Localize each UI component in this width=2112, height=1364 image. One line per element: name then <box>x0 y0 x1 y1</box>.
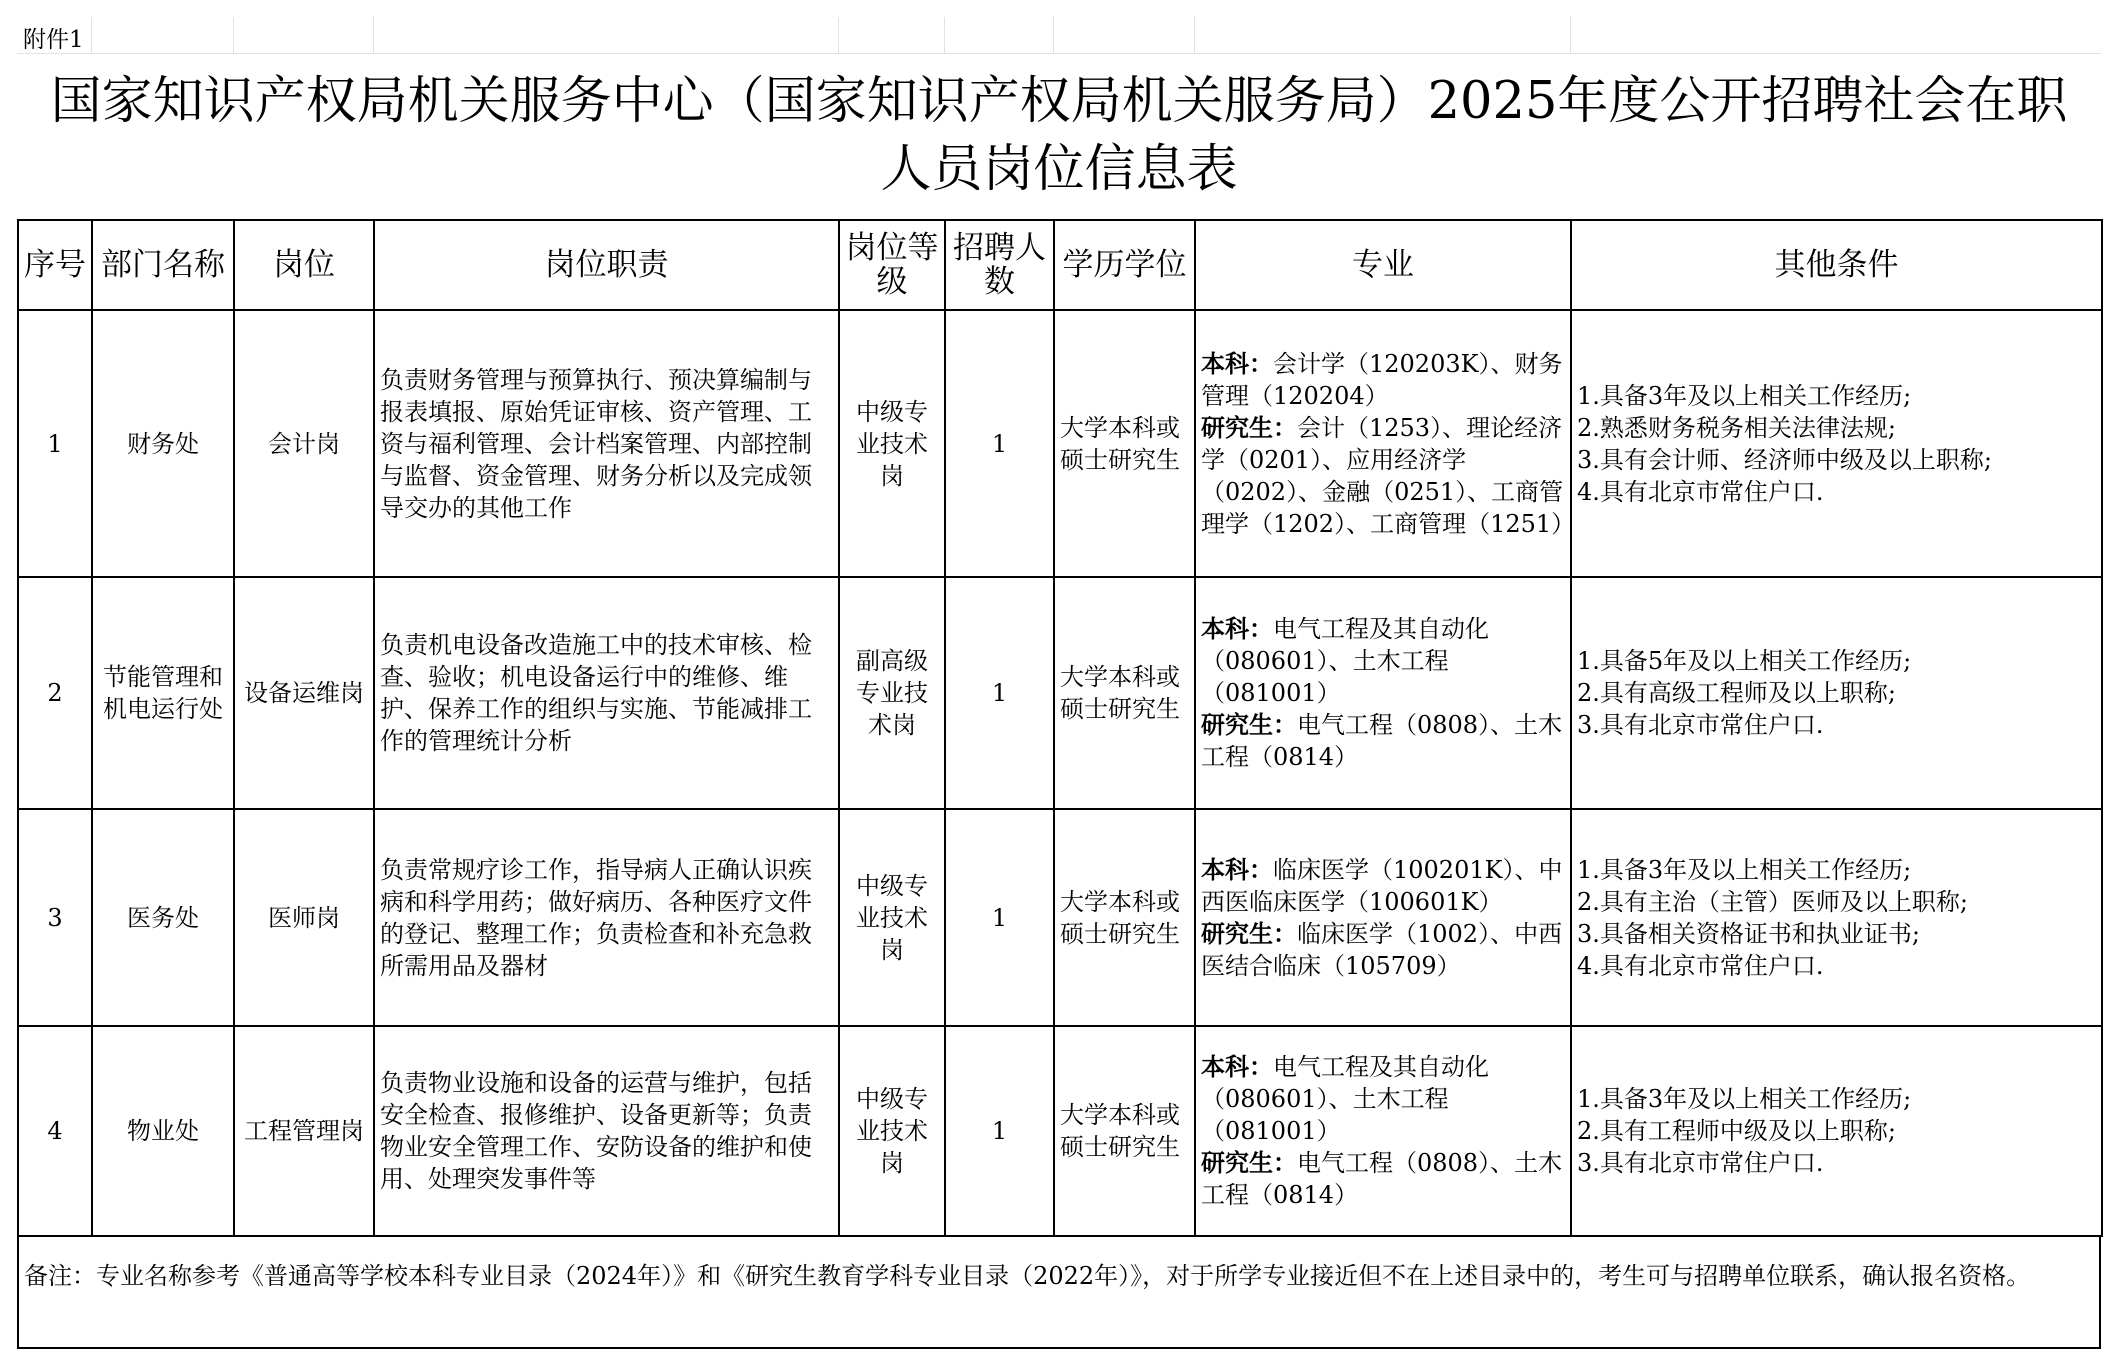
table-row <box>18 1026 2102 1236</box>
major-line <box>1201 854 1565 918</box>
cell-conditions <box>1571 577 2102 809</box>
major-line <box>1201 918 1565 982</box>
cell-dept: 财务处 <box>92 310 234 577</box>
major-text: 临床医学（1002）、中西医结合临床（105709） <box>1201 919 1563 980</box>
header-duty: 岗位职责 <box>374 220 839 310</box>
cell-dept: 节能管理和机电运行处 <box>92 577 234 809</box>
gridline <box>233 17 234 53</box>
table-row <box>18 809 2102 1026</box>
cell-conditions <box>1571 809 2102 1026</box>
table-row <box>18 310 2102 577</box>
cell-grade: 中级专业技术岗 <box>839 310 945 577</box>
cell-edu: 大学本科或硕士研究生 <box>1054 310 1195 577</box>
condition-item: 2.熟悉财务税务相关法律法规; <box>1577 413 1896 442</box>
cell-grade: 副高级专业技术岗 <box>839 577 945 809</box>
cell-post: 设备运维岗 <box>234 577 374 809</box>
major-line <box>1201 613 1565 709</box>
cell-post: 工程管理岗 <box>234 1026 374 1236</box>
header-other: 其他条件 <box>1571 220 2102 310</box>
condition-item: 1.具备5年及以上相关工作经历; <box>1577 647 1912 675</box>
cell-count: 1 <box>945 577 1054 809</box>
major-text: 电气工程（0808）、土木工程（0814） <box>1201 711 1563 771</box>
major-label: 本科： <box>1201 614 1273 643</box>
condition-item: 1.具备3年及以上相关工作经历; <box>1577 1085 1912 1113</box>
header-count: 招聘人数 <box>945 220 1054 310</box>
major-label: 研究生： <box>1201 1148 1297 1177</box>
major-text: 电气工程（0808）、土木工程（0814） <box>1201 1149 1563 1209</box>
gridline <box>1053 17 1054 53</box>
header-edu: 学历学位 <box>1054 220 1195 310</box>
major-line <box>1201 709 1565 773</box>
condition-item: 4.具有北京市常住户口. <box>1577 951 1824 980</box>
major-label: 本科： <box>1201 1052 1273 1081</box>
gridline <box>838 17 839 53</box>
cell-dept: 物业处 <box>92 1026 234 1236</box>
cell-major <box>1195 310 1576 577</box>
major-text: 会计学（120203K）、财务管理（120204） <box>1201 349 1563 410</box>
gridline <box>91 17 92 53</box>
cell-conditions <box>1571 1026 2102 1236</box>
cell-count: 1 <box>945 310 1054 577</box>
cell-major <box>1195 577 1571 809</box>
header-major: 专业 <box>1195 220 1571 310</box>
condition-item: 2.具有工程师中级及以上职称; <box>1577 1117 1896 1145</box>
note-cell <box>17 1236 2101 1349</box>
cell-edu: 大学本科或硕士研究生 <box>1054 577 1195 809</box>
gridline <box>373 17 374 53</box>
cell-post: 医师岗 <box>234 809 374 1026</box>
cell-seq: 2 <box>18 577 92 809</box>
annex-row <box>17 17 2101 54</box>
major-label: 本科： <box>1201 348 1273 378</box>
cell-duty: 负责物业设施和设备的运营与维护，包括安全检查、报修维护、设备更新等；负责物业安全管理工作、安防设备的维护和使用、处理突发事件等 <box>374 1026 839 1236</box>
header-post: 岗位 <box>234 220 374 310</box>
cell-major <box>1195 809 1571 1026</box>
cell-conditions <box>1571 310 2102 577</box>
header-row <box>18 220 2102 310</box>
major-text: 临床医学（100201K）、中西医临床医学（100601K） <box>1201 855 1563 916</box>
major-text: 电气工程及其自动化（080601）、土木工程（081001） <box>1201 615 1489 707</box>
cell-seq: 4 <box>18 1026 92 1236</box>
major-label: 研究生： <box>1201 710 1297 739</box>
annex-label: 附件1 <box>23 27 84 53</box>
major-line <box>1201 1051 1565 1147</box>
cell-edu: 大学本科或硕士研究生 <box>1054 809 1195 1026</box>
cell-edu: 大学本科或硕士研究生 <box>1054 1026 1195 1236</box>
cell-seq: 1 <box>18 310 92 577</box>
major-label: 本科： <box>1201 854 1273 884</box>
cell-count: 1 <box>945 809 1054 1026</box>
condition-item: 1.具备3年及以上相关工作经历; <box>1577 855 1912 884</box>
cell-duty: 负责财务管理与预算执行、预决算编制与报表填报、原始凭证审核、资产管理、工资与福利管理、会计档案管理、内部控制与监督、资金管理、财务分析以及完成领导交办的其他工作 <box>374 310 839 577</box>
cell-grade: 中级专业技术岗 <box>839 1026 945 1236</box>
positions-table <box>17 219 2103 1237</box>
major-line <box>1201 1147 1565 1211</box>
cell-duty: 负责常规疗诊工作，指导病人正确认识疾病和科学用药；做好病历、各种医疗文件的登记、整理工作；负责检查和补充急救所需用品及器材 <box>374 809 839 1026</box>
header-seq: 序号 <box>18 220 92 310</box>
major-label: 研究生： <box>1201 412 1297 442</box>
condition-item: 3.具有会计师、经济师中级及以上职称; <box>1577 445 1992 474</box>
cell-seq: 3 <box>18 809 92 1026</box>
condition-item: 3.具备相关资格证书和执业证书; <box>1577 919 1920 948</box>
cell-count: 1 <box>945 1026 1054 1236</box>
note-text: 备注：专业名称参考《普通高等学校本科专业目录（2024年）》和《研究生教育学科专业目录（2022年）》，对于所学专业接近但不在上述目录中的，考生可与招聘单位联系，确认报名资格。 <box>24 1262 2031 1290</box>
condition-item: 3.具有北京市常住户口. <box>1577 1149 1824 1177</box>
major-label: 研究生： <box>1201 918 1297 948</box>
cell-grade: 中级专业技术岗 <box>839 809 945 1026</box>
major-text: 电气工程及其自动化（080601）、土木工程（081001） <box>1201 1053 1489 1145</box>
cell-duty: 负责机电设备改造施工中的技术审核、检查、验收；机电设备运行中的维修、维护、保养工作的组织与实施、节能减排工作的管理统计分析 <box>374 577 839 809</box>
table-row <box>18 577 2102 809</box>
major-text: 会计（1253）、理论经济学（0201）、应用经济学（0202）、金融（0251）、工商管理学（1202）、工商管理（1251） <box>1201 413 1576 538</box>
gridline <box>944 17 945 53</box>
condition-item: 3.具有北京市常住户口. <box>1577 711 1824 739</box>
page-title: 国家知识产权局机关服务中心（国家知识产权局机关服务局）2025年度公开招聘社会在职人员岗位信息表 <box>50 72 2068 199</box>
condition-item: 2.具有高级工程师及以上职称; <box>1577 679 1896 707</box>
cell-post: 会计岗 <box>234 310 374 577</box>
header-dept: 部门名称 <box>92 220 234 310</box>
condition-item: 1.具备3年及以上相关工作经历; <box>1577 381 1912 410</box>
condition-item: 2.具有主治（主管）医师及以上职称; <box>1577 887 1968 916</box>
major-line <box>1201 348 1565 412</box>
gridline <box>1194 17 1195 53</box>
condition-item: 4.具有北京市常住户口. <box>1577 477 1824 506</box>
cell-dept: 医务处 <box>92 809 234 1026</box>
major-line <box>1201 412 1576 540</box>
cell-major <box>1195 1026 1571 1236</box>
gridline <box>1570 17 1571 53</box>
header-grade: 岗位等级 <box>839 220 945 310</box>
title-block <box>17 53 2101 219</box>
